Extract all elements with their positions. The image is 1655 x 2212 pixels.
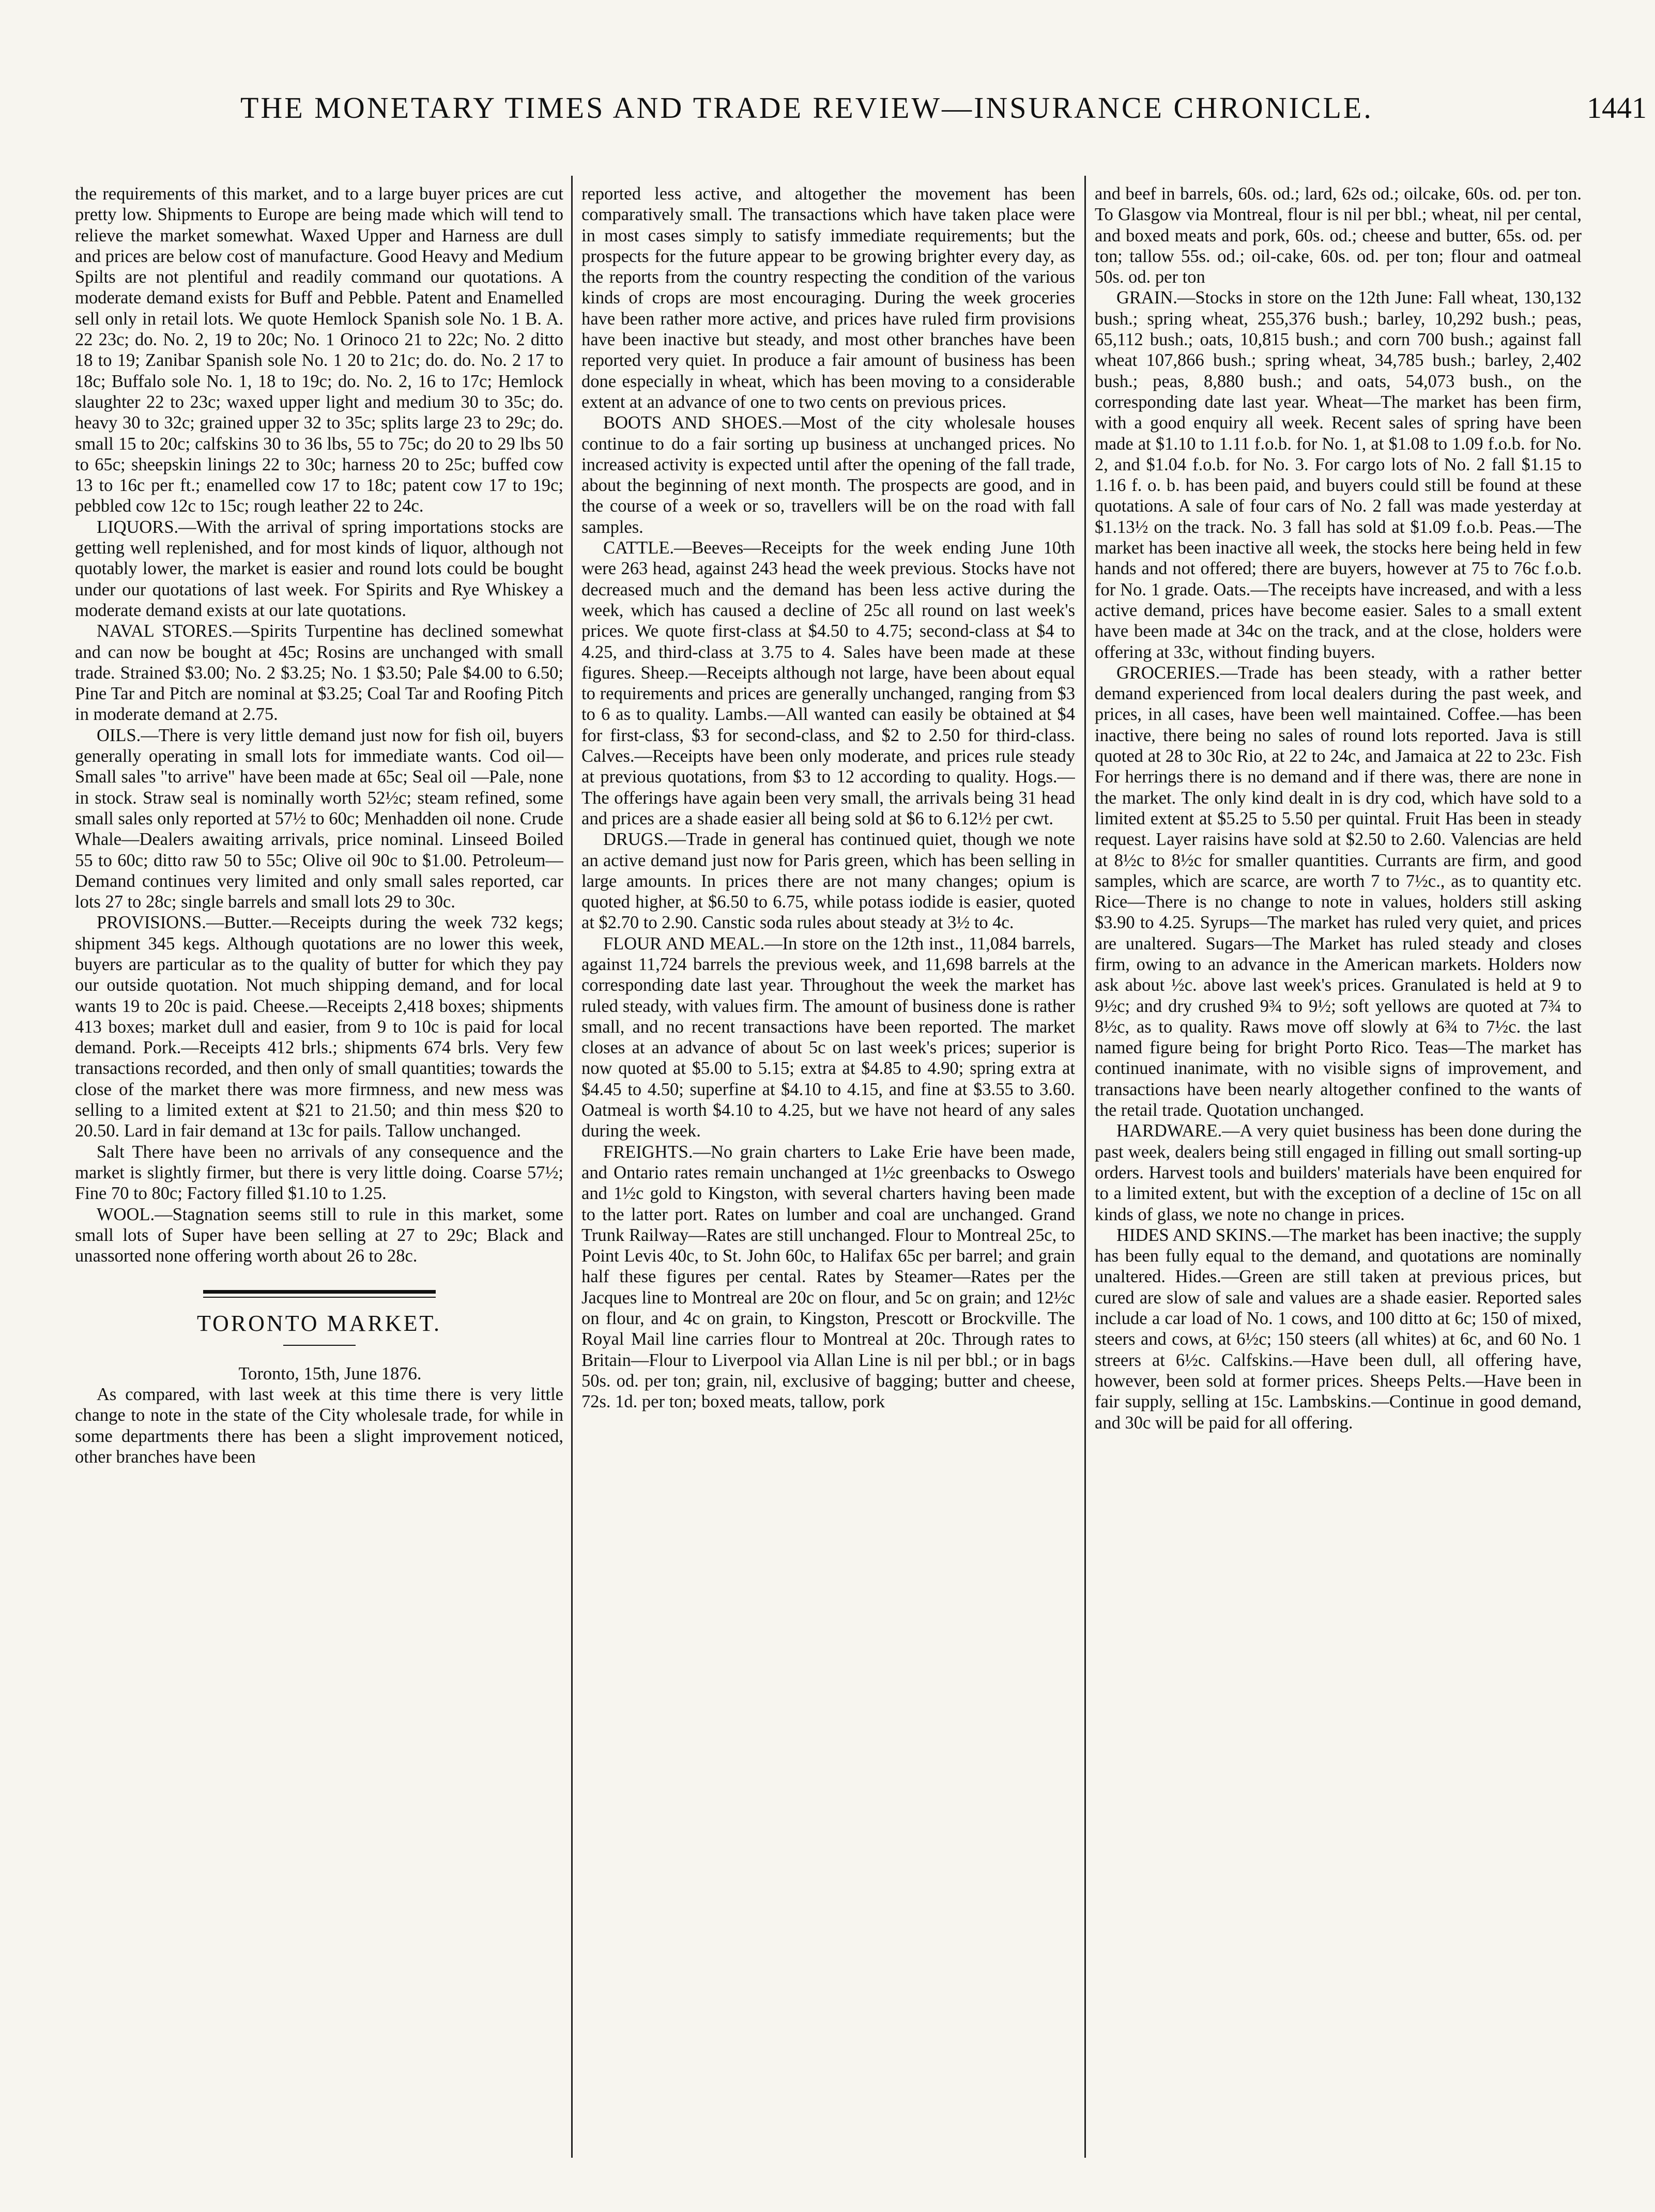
- section-heading: TORONTO MARKET.: [196, 1311, 442, 1337]
- paragraph-freights-cont: and beef in barrels, 60s. od.; lard, 62s od.; oilcake, 60s. od. per ton. To Glasgow via Montreal, flour is nil per bbl.; wheat, nil per cental, and boxed meats and pork, 60s. od.; cheese and butter, 65s. od. per ton; tallow 55s. od.; oil-cake, 60s. od. per ton; flour and oatmeal 50s. od. per ton: [1095, 184, 1582, 287]
- paragraph-boots-shoes: BOOTS AND SHOES.—Most of the city wholesale houses continue to do a fair sorting up business at unchanged prices. No increased activity is expected until after the opening of the fall trade, about the beginning of next month. The prospects are good, and in the course of a week or so, travellers will be on the road with fall samples.: [581, 413, 1075, 537]
- paragraph-hides-skins: HIDES AND SKINS.—The market has been inactive; the supply has been fully equal to the demand, and quotations are nominally unaltered. Hides.—Green are still taken at previous prices, but cured are slow of sale and values are a shade easier. Reported sales include a car load of No. 1 cows, and 100 ditto at 6c; 150 of mixed, steers and cows, at 6½c; 150 steers (all whites) at 6c, and 60 No. 1 streers at 6½c. Calfskins.—Have been dull, all offering have, however, been sold at former prices. Sheeps Pelts.—Have been in fair supply, selling at 15c. Lambskins.—Continue in good demand, and 30c will be paid for all offering.: [1095, 1225, 1582, 1433]
- dateline: Toronto, 15th, June 1876.: [238, 1363, 422, 1384]
- column-2: [581, 183, 1075, 2184]
- paragraph-grain: GRAIN.—Stocks in store on the 12th June: Fall wheat, 130,132 bush.; spring wheat, 255,376 bush.; barley, 10,292 bush.; peas, 65,112 bush.; oats, 10,815 bush.; and corn 700 bush.; against fall wheat 107,866 bush.; spring wheat, 34,785 bush.; barley, 2,402 bush.; peas, 8,880 bush.; and oats, 54,073 bush., on the corresponding date last year. Wheat—The market has been firm, with a good enquiry all week. Recent sales of spring have been made at $1.10 to 1.11 f.o.b. for No. 1, at $1.08 to 1.09 f.o.b. for No. 2, and $1.04 f.o.b. for No. 3. For cargo lots of No. 2 fall $1.15 to 1.16 f. o. b. has been paid, and buyers could still be found at these quotations. A sale of four cars of No. 2 fall was made yesterday at $1.13½ on the track. No. 3 fall has sold at $1.09 f.o.b. Peas.—The market has been inactive all week, the stocks here being held in few hands and not offered; there are buyers, however at 75 to 76c f.o.b. for No. 1 grade. Oats.—The receipts have increased, and with a less active demand, prices have become easier. Sales to a small extent have been made at 34c on the track, and at the close, holders were offering at 33c, without finding buyers.: [1095, 288, 1582, 662]
- paragraph-freights: FREIGHTS.—No grain charters to Lake Erie have been made, and Ontario rates remain unchanged at 1½c greenbacks to Oswego and 1½c gold to Kingston, with several charters having been made to the latter port. Rates on lumber and coal are unchanged. Grand Trunk Railway—Rates are still unchanged. Flour to Montreal 25c, to Point Levis 40c, to St. John 60c, to Halifax 65c per barrel; and grain half these figures per cental. Rates by Steamer—Rates per the Jacques line to Montreal are 20c on flour, and 5c on grain; and 12½c on flour, and 4c on grain, to Kingston, Prescott or Brockville. The Royal Mail line carries flour to Montreal at 20c. Through rates to Britain—Flour to Liverpool via Allan Line is nil per bbl.; or in bags 50s. od. per ton; grain, nil, exclusive of bagging; butter and cheese, 72s. 1d. per ton; boxed meats, tallow, pork: [581, 1142, 1075, 1412]
- paragraph-toronto-intro: As compared, with last week at this time there is very little change to note in the state of the City wholesale trade, for while in some departments there has been a slight improvement noticed, other branches have been: [75, 1385, 563, 1467]
- paragraph-naval-stores: NAVAL STORES.—Spirits Turpentine has declined somewhat and can now be bought at 45c; Rosins are unchanged with small trade. Strained $3.00; No. 2 $3.25; No. 1 $3.50; Pale $4.00 to 6.50; Pine Tar and Pitch are nominal at $3.25; Coal Tar and Roofing Pitch in moderate demand at 2.75.: [75, 621, 563, 725]
- paragraph-trade-summary: reported less active, and altogether the movement has been comparatively small. The transactions which have taken place were in most cases simply to satisfy immediate requirements; but the prospects for the future appear to be growing brighter every day, as the reports from the country respecting the condition of the various kinds of crops are most encouraging. During the week groceries have been rather more active, and prices have ruled firm provisions have been inactive but steady, and most other branches have been reported very quiet. In produce a fair amount of business has been done especially in wheat, which has been moving to a considerable extent at an advance of one to two cents on previous prices.: [581, 184, 1075, 412]
- running-head: THE MONETARY TIMES AND TRADE REVIEW—INSURANCE CHRONICLE.: [240, 91, 1373, 125]
- paragraph-oils: OILS.—There is very little demand just now for fish oil, buyers generally operating in small lots for immediate wants. Cod oil—Small sales "to arrive" have been made at 65c; Seal oil —Pale, none in stock. Straw seal is nominally worth 52½c; steam refined, some small sales only reported at 57½ to 60c; Menhadden oil none. Crude Whale—Dealers awaiting arrivals, price nominal. Linseed Boiled 55 to 60c; ditto raw 50 to 55c; Olive oil 90c to $1.00. Petroleum—Demand continues very limited and only small sales reported, car lots 27 to 28c; single barrels and small lots 29 to 30c.: [75, 725, 563, 912]
- section-rule-thin: [203, 1297, 436, 1298]
- heading-rule: [283, 1345, 356, 1346]
- paragraph-drugs: DRUGS.—Trade in general has continued quiet, though we note an active demand just now for Paris green, which has been selling in large amounts. In prices there are not many changes; opium is quoted higher, at $6.50 to 6.75, while potass iodide is easier, quoted at $2.70 to 2.90. Canstic soda rules about steady at 3½ to 4c.: [581, 830, 1075, 933]
- paragraph-cattle: CATTLE.—Beeves—Receipts for the week ending June 10th were 263 head, against 243 head the week previous. Stocks have not decreased much and the demand has been less active during the week, which has caused a decline of 25c all round on last week's prices. We quote first-class at $4.50 to 4.75; second-class at $4 to 4.25, and third-class at 3.75 to 4. Sales have been made at these figures. Sheep.—Receipts although not large, have been about equal to requirements and prices are generally unchanged, ranging from $3 to 6 as to quality. Lambs.—All wanted can easily be obtained at $4 for first-class, $3 for second-class, and $2 to 2.50 for third-class. Calves.—Receipts have been only moderate, and prices rule steady at previous quotations, from $3 to 12 according to quality. Hogs.—The offerings have again been very small, the arrivals being 31 head and prices are a shade easier all being sold at $6 to 6.12½ per cwt.: [581, 538, 1075, 828]
- column-rule: [1084, 176, 1086, 2158]
- section-rule: [203, 1290, 436, 1298]
- page-number: 1441: [1587, 91, 1647, 125]
- column-1: [75, 183, 563, 2184]
- column-rule: [571, 176, 573, 2158]
- paragraph-wool: WOOL.—Stagnation seems still to rule in this market, some small lots of Super have been selling at 27 to 29c; Black and unassorted none offering worth about 26 to 28c.: [75, 1204, 563, 1266]
- paragraph-flour-meal: FLOUR AND MEAL.—In store on the 12th inst., 11,084 barrels, against 11,724 barrels the previous week, and 11,698 barrels at the corresponding date last year. Throughout the week the market has ruled steady, with values firm. The amount of business done is rather small, and no recent transactions have been reported. The market closes at an advance of about 5c on last week's prices; superior is now quoted at $5.00 to 5.15; extra at $4.85 to 4.90; spring extra at $4.45 to 4.50; superfine at $4.10 to 4.15, and fine at $3.55 to 3.60. Oatmeal is worth $4.10 to 4.25, but we have not heard of any sales during the week.: [581, 933, 1075, 1141]
- page-header: [75, 59, 1655, 125]
- section-rule-thick: [203, 1290, 436, 1294]
- paragraph-groceries: GROCERIES.—Trade has been steady, with a rather better demand experienced from local dealers during the past week, and prices, in all cases, have been well maintained. Coffee.—has been inactive, there being no sales of round lots reported. Java is still quoted at 28 to 30c Rio, at 22 to 24c, and Jamaica at 22 to 23c. Fish For herrings there is no demand and if there was, there are none in the market. The only kind dealt in is dry cod, which have sold to a limited extent at $5.25 to 5.50 per quintal. Fruit Has been in steady request. Layer raisins have sold at $2.50 to 2.60. Valencias are held at 8½c to 8½c for smaller quantities. Currants are firm, and good samples, which are scarce, are worth 7 to 7½c., as to quantity etc. Rice—There is no change to note in values, holders still asking $3.90 to 4.25. Syrups—The market has ruled very quiet, and prices are unaltered. Sugars—The Market has ruled steady and closes firm, owing to an advance in the American markets. Holders now ask about ½c. above last week's prices. Granulated is held at 9 to 9½c; and dry crushed 9¾ to 9½; soft yellows are quoted at 7¾ to 8½c, as to quality. Raws move off slowly at 6¾ to 7½c. the last named figure being for bright Porto Rico. Teas—The market has continued inanimate, with no visible signs of improvement, and transactions have been nearly altogether confined to the wants of the retail trade. Quotation unchanged.: [1095, 663, 1582, 1120]
- paragraph-leather: the requirements of this market, and to a large buyer prices are cut pretty low. Shipments to Europe are being made which will tend to relieve the market somewhat. Waxed Upper and Harness are dull and prices are below cost of manufacture. Good Heavy and Medium Spilts are not plentiful and readily command our quotations. A moderate demand exists for Buff and Pebble. Patent and Enamelled sell only in retail lots. We quote Hemlock Spanish sole No. 1 B. A. 22 23c; do. No. 2, 19 to 20c; No. 1 Orinoco 21 to 22c; No. 2 ditto 18 to 19; Zanibar Spanish sole No. 1 20 to 21c; do. do. No. 2 17 to 18c; Buffalo sole No. 1, 18 to 19c; do. No. 2, 16 to 17c; Hemlock slaughter 22 to 23c; waxed upper light and medium 30 to 35c; do. heavy 30 to 32c; grained upper 32 to 35c; splits large 23 to 29c; do. small 15 to 20c; calfskins 30 to 36 lbs, 55 to 75c; do 20 to 29 lbs 50 to 65c; sheepskin linings 22 to 30c; harness 20 to 25c; buffed cow 13 to 16c per ft.; enamelled cow 17 to 18c; patent cow 17 to 19c; pebbled cow 12c to 15c; rough leather 22 to 24c.: [75, 184, 563, 516]
- paragraph-provisions: PROVISIONS.—Butter.—Receipts during the week 732 kegs; shipment 345 kegs. Although quotations are no lower this week, buyers are particular as to the quality of butter for which they pay our outside quotation. Not much shipping demand, and for local wants 19 to 20c is paid. Cheese.—Receipts 2,418 boxes; shipments 413 boxes; market dull and easier, from 9 to 10c is paid for local demand. Pork.—Receipts 412 brls.; shipments 674 brls. Very few transactions recorded, and then only of small quantities; towards the close of the market there was more firmness, and new mess was selling to a limited extent at $21 to 21.50; and thin mess $20 to 20.50. Lard in fair demand at 13c for pails. Tallow unchanged.: [75, 913, 563, 1141]
- paragraph-salt: Salt There have been no arrivals of any consequence and the market is slightly firmer, but there is very little doing. Coarse 57½; Fine 70 to 80c; Factory filled $1.10 to 1.25.: [75, 1142, 563, 1204]
- paragraph-liquors: LIQUORS.—With the arrival of spring importations stocks are getting well replenished, and for most kinds of liquor, although not quotably lower, the market is easier and round lots could be bought under our quotations of last week. For Spirits and Rye Whiskey a moderate demand exists at our late quotations.: [75, 517, 563, 620]
- paragraph-hardware: HARDWARE.—A very quiet business has been done during the past week, dealers being still engaged in filling out small sorting-up orders. Harvest tools and builders' materials have been enquired for to a limited extent, but with the exception of a decline of 15c on all kinds of glass, we note no change in prices.: [1095, 1121, 1582, 1224]
- column-3: [1095, 183, 1582, 2184]
